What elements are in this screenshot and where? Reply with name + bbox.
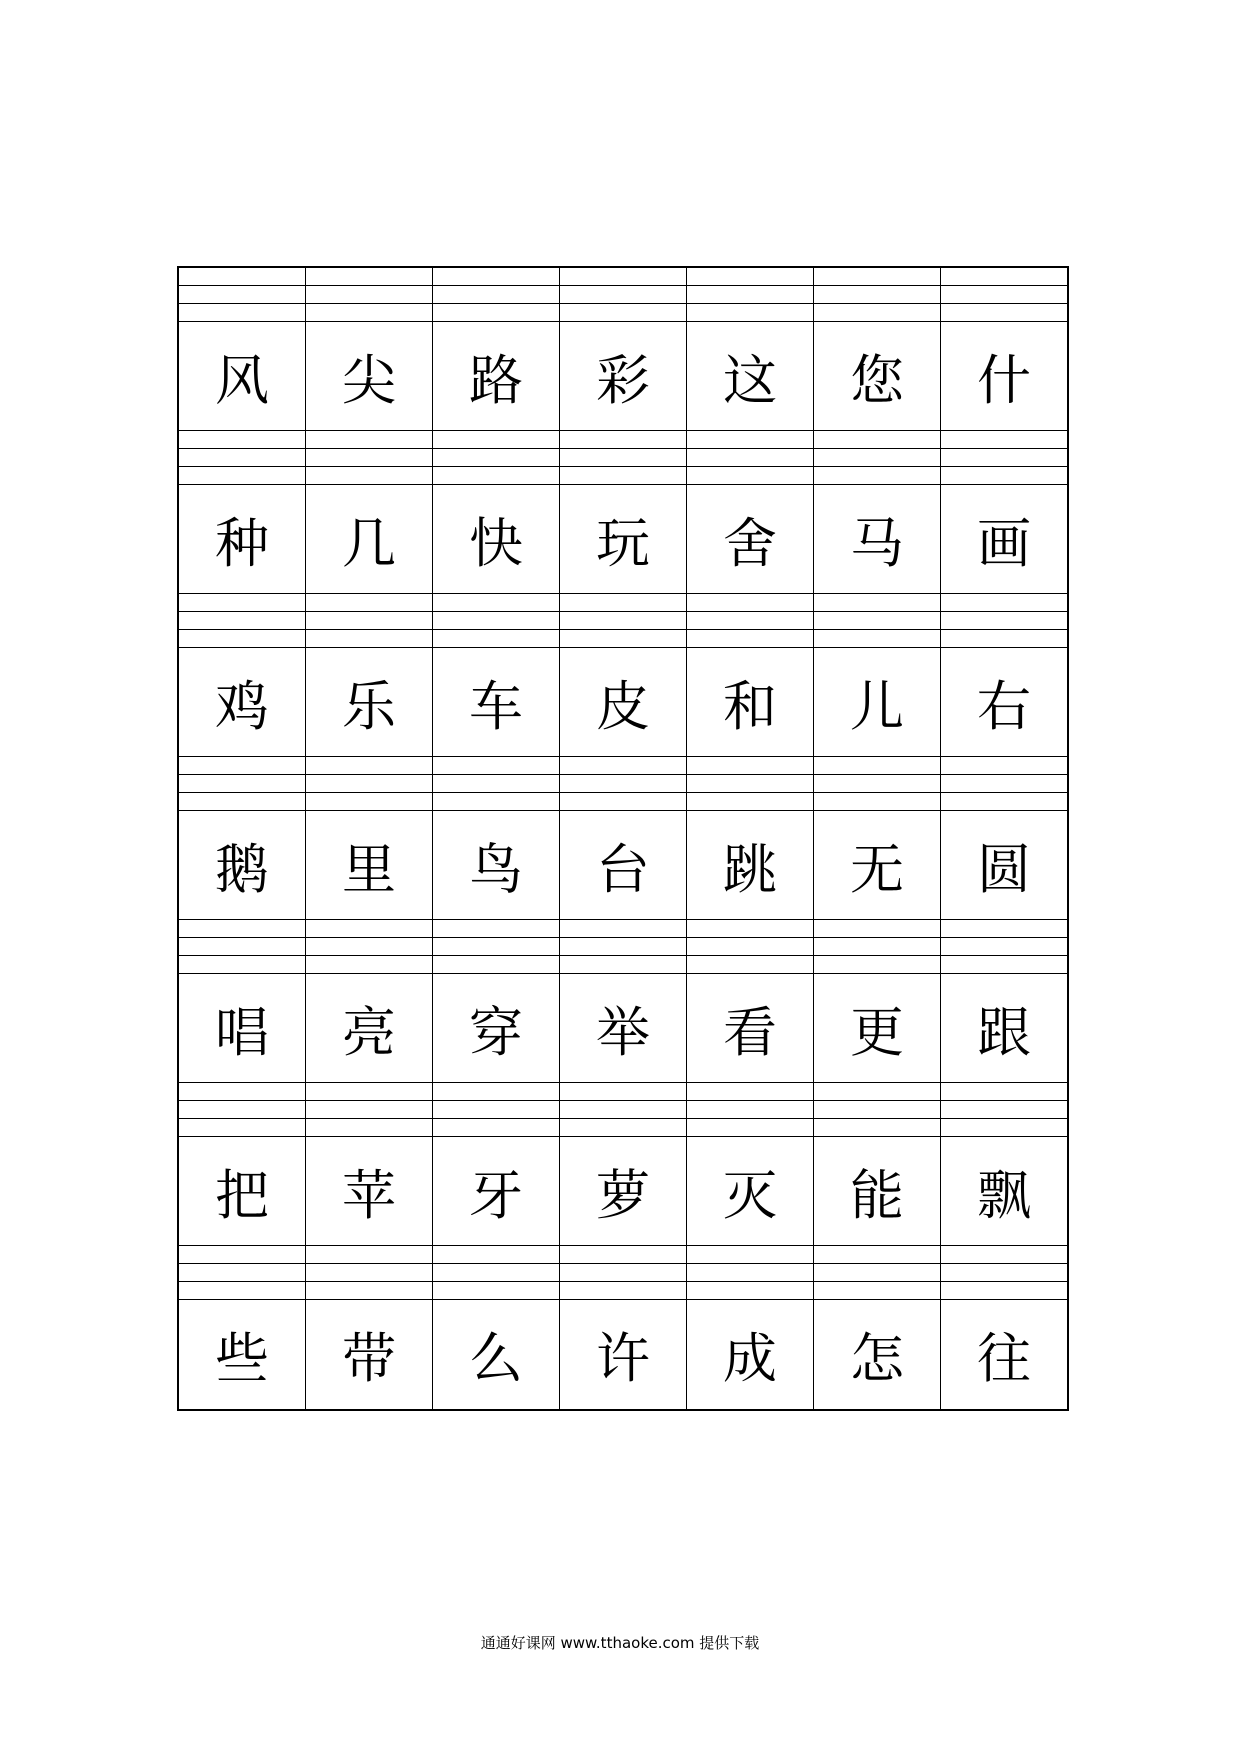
character-cell: 么	[433, 1300, 560, 1409]
character-cell: 乐	[306, 648, 433, 757]
pinyin-guide-line	[941, 612, 1067, 630]
pinyin-writing-cell	[814, 1083, 941, 1137]
pinyin-guide-line	[306, 920, 432, 938]
pinyin-guide-line	[941, 594, 1067, 612]
pinyin-guide-line	[814, 793, 940, 811]
character-cell: 马	[814, 485, 941, 594]
pinyin-guide-line	[941, 286, 1067, 304]
pinyin-guide-line	[941, 1101, 1067, 1119]
footer-credit: 通通好课网 www.tthaoke.com 提供下载	[480, 1634, 760, 1652]
pinyin-guide-line	[941, 268, 1067, 286]
grid-row-group	[179, 1083, 1067, 1246]
character-cell: 皮	[560, 648, 687, 757]
pinyin-writing-cell	[560, 268, 687, 322]
character-cell: 跳	[687, 811, 814, 920]
pinyin-writing-band	[179, 594, 1067, 648]
pinyin-guide-line	[687, 775, 813, 793]
pinyin-guide-line	[941, 938, 1067, 956]
pinyin-guide-line	[941, 449, 1067, 467]
pinyin-writing-cell	[306, 594, 433, 648]
character-cell: 画	[941, 485, 1067, 594]
pinyin-writing-cell	[306, 268, 433, 322]
character-cell: 唱	[179, 974, 306, 1083]
character-row	[179, 485, 1067, 594]
character-cell: 能	[814, 1137, 941, 1246]
pinyin-guide-line	[687, 1282, 813, 1300]
pinyin-writing-cell	[306, 431, 433, 485]
pinyin-guide-line	[306, 1246, 432, 1264]
pinyin-guide-line	[814, 1101, 940, 1119]
pinyin-writing-cell	[687, 268, 814, 322]
pinyin-guide-line	[814, 612, 940, 630]
pinyin-guide-line	[941, 956, 1067, 974]
pinyin-guide-line	[179, 1101, 305, 1119]
pinyin-writing-cell	[687, 1246, 814, 1300]
character-cell: 灭	[687, 1137, 814, 1246]
pinyin-guide-line	[179, 594, 305, 612]
pinyin-writing-cell	[560, 920, 687, 974]
pinyin-guide-line	[560, 1282, 686, 1300]
pinyin-writing-cell	[306, 757, 433, 811]
pinyin-writing-cell	[941, 431, 1067, 485]
pinyin-guide-line	[560, 431, 686, 449]
character-cell: 您	[814, 322, 941, 431]
character-row	[179, 974, 1067, 1083]
character-cell: 右	[941, 648, 1067, 757]
character-cell: 什	[941, 322, 1067, 431]
pinyin-writing-cell	[687, 594, 814, 648]
pinyin-guide-line	[560, 1083, 686, 1101]
pinyin-guide-line	[433, 449, 559, 467]
pinyin-guide-line	[433, 612, 559, 630]
pinyin-guide-line	[306, 612, 432, 630]
pinyin-guide-line	[179, 920, 305, 938]
pinyin-writing-cell	[179, 1246, 306, 1300]
pinyin-guide-line	[814, 431, 940, 449]
character-cell: 苹	[306, 1137, 433, 1246]
character-row	[179, 811, 1067, 920]
pinyin-writing-cell	[687, 920, 814, 974]
pinyin-guide-line	[941, 1264, 1067, 1282]
pinyin-guide-line	[306, 938, 432, 956]
pinyin-guide-line	[560, 304, 686, 322]
pinyin-writing-cell	[941, 1083, 1067, 1137]
pinyin-guide-line	[179, 757, 305, 775]
pinyin-writing-cell	[433, 268, 560, 322]
character-cell: 牙	[433, 1137, 560, 1246]
pinyin-guide-line	[687, 1264, 813, 1282]
pinyin-guide-line	[433, 775, 559, 793]
pinyin-writing-cell	[687, 757, 814, 811]
pinyin-guide-line	[687, 630, 813, 648]
character-cell: 飘	[941, 1137, 1067, 1246]
pinyin-guide-line	[179, 1264, 305, 1282]
character-cell: 带	[306, 1300, 433, 1409]
pinyin-guide-line	[814, 775, 940, 793]
grid-row-group	[179, 594, 1067, 757]
pinyin-guide-line	[560, 612, 686, 630]
character-cell: 鹅	[179, 811, 306, 920]
character-cell: 玩	[560, 485, 687, 594]
character-cell: 尖	[306, 322, 433, 431]
character-cell: 往	[977, 1327, 1031, 1390]
pinyin-guide-line	[687, 956, 813, 974]
pinyin-guide-line	[179, 938, 305, 956]
pinyin-guide-line	[179, 1282, 305, 1300]
pinyin-guide-line	[433, 268, 559, 286]
pinyin-guide-line	[179, 612, 305, 630]
pinyin-writing-cell	[179, 1083, 306, 1137]
pinyin-writing-cell	[814, 431, 941, 485]
character-cell: 台	[560, 811, 687, 920]
pinyin-guide-line	[179, 630, 305, 648]
grid-row-group	[179, 1246, 1067, 1409]
pinyin-guide-line	[941, 775, 1067, 793]
pinyin-guide-line	[306, 775, 432, 793]
pinyin-guide-line	[687, 612, 813, 630]
pinyin-writing-cell	[433, 757, 560, 811]
character-cell: 萝	[560, 1137, 687, 1246]
grid-row-group	[179, 431, 1067, 594]
pinyin-guide-line	[814, 286, 940, 304]
pinyin-writing-cell	[687, 1083, 814, 1137]
pinyin-guide-line	[306, 1119, 432, 1137]
pinyin-guide-line	[941, 1246, 1067, 1264]
pinyin-guide-line	[814, 1246, 940, 1264]
character-cell: 快	[433, 485, 560, 594]
pinyin-guide-line	[306, 594, 432, 612]
pinyin-guide-line	[941, 1282, 1067, 1300]
pinyin-guide-line	[814, 630, 940, 648]
pinyin-guide-line	[814, 757, 940, 775]
pinyin-guide-line	[814, 268, 940, 286]
character-cell: 些	[179, 1300, 306, 1409]
pinyin-guide-line	[433, 304, 559, 322]
pinyin-writing-cell	[814, 594, 941, 648]
pinyin-guide-line	[687, 594, 813, 612]
character-cell: 举	[560, 974, 687, 1083]
pinyin-writing-cell	[941, 268, 1067, 322]
pinyin-guide-line	[560, 449, 686, 467]
pinyin-guide-line	[687, 1246, 813, 1264]
pinyin-guide-line	[560, 956, 686, 974]
pinyin-writing-band	[179, 757, 1067, 811]
pinyin-guide-line	[687, 449, 813, 467]
pinyin-guide-line	[687, 304, 813, 322]
character-row	[179, 322, 1067, 431]
pinyin-guide-line	[560, 1101, 686, 1119]
pinyin-writing-cell	[560, 1083, 687, 1137]
pinyin-guide-line	[179, 431, 305, 449]
pinyin-guide-line	[814, 956, 940, 974]
character-cell: 把	[179, 1137, 306, 1246]
pinyin-guide-line	[687, 431, 813, 449]
pinyin-guide-line	[941, 304, 1067, 322]
pinyin-writing-cell	[814, 268, 941, 322]
pinyin-writing-cell	[433, 1083, 560, 1137]
pinyin-guide-line	[814, 938, 940, 956]
character-cell: 更	[814, 974, 941, 1083]
pinyin-guide-line	[560, 286, 686, 304]
pinyin-guide-line	[306, 268, 432, 286]
pinyin-guide-line	[306, 1101, 432, 1119]
pinyin-guide-line	[433, 1282, 559, 1300]
pinyin-guide-line	[687, 757, 813, 775]
character-cell: 路	[433, 322, 560, 431]
pinyin-guide-line	[433, 1083, 559, 1101]
character-cell: 风	[179, 322, 306, 431]
character-cell: 这	[687, 322, 814, 431]
pinyin-guide-line	[306, 1264, 432, 1282]
character-cell: 几	[306, 485, 433, 594]
pinyin-guide-line	[179, 1119, 305, 1137]
pinyin-guide-line	[560, 1264, 686, 1282]
pinyin-guide-line	[306, 630, 432, 648]
pinyin-writing-band	[179, 1246, 1067, 1300]
pinyin-writing-cell	[941, 594, 1067, 648]
character-cell: 儿	[814, 648, 941, 757]
character-cell: 车	[433, 648, 560, 757]
pinyin-guide-line	[814, 467, 940, 485]
character-cell: 许	[560, 1300, 687, 1409]
pinyin-writing-cell	[179, 757, 306, 811]
pinyin-writing-cell	[560, 431, 687, 485]
pinyin-guide-line	[687, 793, 813, 811]
pinyin-guide-line	[560, 938, 686, 956]
character-cell: 怎	[814, 1300, 941, 1409]
pinyin-guide-line	[560, 467, 686, 485]
pinyin-guide-line	[941, 431, 1067, 449]
pinyin-guide-line	[433, 757, 559, 775]
pinyin-guide-line	[433, 286, 559, 304]
pinyin-guide-line	[306, 793, 432, 811]
pinyin-guide-line	[560, 775, 686, 793]
pinyin-writing-cell	[560, 1246, 687, 1300]
pinyin-guide-line	[941, 793, 1067, 811]
pinyin-writing-cell	[306, 1246, 433, 1300]
pinyin-guide-line	[433, 1264, 559, 1282]
pinyin-writing-band	[179, 268, 1067, 322]
pinyin-guide-line	[941, 757, 1067, 775]
pinyin-guide-line	[814, 920, 940, 938]
pinyin-guide-line	[433, 467, 559, 485]
pinyin-guide-line	[179, 268, 305, 286]
pinyin-writing-band	[179, 920, 1067, 974]
pinyin-writing-cell	[179, 268, 306, 322]
pinyin-guide-line	[941, 630, 1067, 648]
pinyin-guide-line	[814, 1264, 940, 1282]
character-row	[179, 648, 1067, 757]
pinyin-guide-line	[306, 304, 432, 322]
pinyin-writing-band	[179, 1083, 1067, 1137]
character-cell: 穿	[433, 974, 560, 1083]
pinyin-writing-cell	[941, 1246, 1067, 1300]
character-row	[179, 1300, 1067, 1409]
pinyin-guide-line	[306, 757, 432, 775]
character-cell: 看	[687, 974, 814, 1083]
character-cell: 种	[179, 485, 306, 594]
pinyin-guide-line	[814, 1083, 940, 1101]
pinyin-guide-line	[306, 449, 432, 467]
character-practice-grid	[177, 266, 1069, 1411]
pinyin-guide-line	[560, 920, 686, 938]
character-cell: 彩	[560, 322, 687, 431]
grid-row-group	[179, 268, 1067, 431]
pinyin-guide-line	[433, 594, 559, 612]
pinyin-guide-line	[687, 938, 813, 956]
pinyin-guide-line	[814, 1282, 940, 1300]
pinyin-guide-line	[687, 1101, 813, 1119]
pinyin-writing-cell	[306, 920, 433, 974]
pinyin-guide-line	[306, 1083, 432, 1101]
character-cell: 圆	[941, 811, 1067, 920]
pinyin-guide-line	[179, 1246, 305, 1264]
pinyin-guide-line	[179, 286, 305, 304]
pinyin-guide-line	[560, 594, 686, 612]
pinyin-writing-cell	[433, 920, 560, 974]
pinyin-guide-line	[687, 286, 813, 304]
character-cell: 跟	[941, 974, 1067, 1083]
pinyin-guide-line	[433, 938, 559, 956]
pinyin-guide-line	[941, 1083, 1067, 1101]
pinyin-guide-line	[179, 793, 305, 811]
pinyin-guide-line	[179, 449, 305, 467]
pinyin-guide-line	[433, 793, 559, 811]
pinyin-guide-line	[306, 286, 432, 304]
pinyin-guide-line	[687, 1083, 813, 1101]
pinyin-guide-line	[814, 1119, 940, 1137]
pinyin-guide-line	[560, 793, 686, 811]
pinyin-guide-line	[941, 1119, 1067, 1137]
pinyin-guide-line	[433, 920, 559, 938]
character-cell: 无	[814, 811, 941, 920]
character-cell: 舍	[687, 485, 814, 594]
pinyin-guide-line	[687, 268, 813, 286]
grid-row-group	[179, 920, 1067, 1083]
pinyin-guide-line	[560, 1119, 686, 1137]
grid-row-group	[179, 757, 1067, 920]
pinyin-guide-line	[687, 920, 813, 938]
character-cell: 成	[687, 1300, 814, 1409]
pinyin-writing-cell	[687, 431, 814, 485]
pinyin-writing-cell	[814, 920, 941, 974]
pinyin-guide-line	[814, 594, 940, 612]
pinyin-guide-line	[814, 304, 940, 322]
pinyin-writing-cell	[433, 594, 560, 648]
pinyin-writing-cell	[941, 920, 1067, 974]
pinyin-guide-line	[433, 1246, 559, 1264]
pinyin-writing-cell	[433, 431, 560, 485]
pinyin-guide-line	[941, 920, 1067, 938]
character-cell: 鸡	[179, 648, 306, 757]
pinyin-writing-cell	[941, 757, 1067, 811]
pinyin-writing-cell	[179, 594, 306, 648]
pinyin-guide-line	[433, 630, 559, 648]
character-cell: 里	[306, 811, 433, 920]
character-cell: 和	[687, 648, 814, 757]
pinyin-guide-line	[433, 1101, 559, 1119]
pinyin-writing-cell	[179, 431, 306, 485]
character-cell: 亮	[306, 974, 433, 1083]
pinyin-writing-cell	[306, 1083, 433, 1137]
pinyin-guide-line	[560, 268, 686, 286]
pinyin-guide-line	[179, 775, 305, 793]
pinyin-writing-cell	[560, 594, 687, 648]
pinyin-guide-line	[433, 956, 559, 974]
pinyin-guide-line	[560, 630, 686, 648]
pinyin-writing-band	[179, 431, 1067, 485]
pinyin-guide-line	[179, 956, 305, 974]
pinyin-writing-cell	[433, 1246, 560, 1300]
pinyin-guide-line	[814, 449, 940, 467]
pinyin-guide-line	[560, 757, 686, 775]
character-cell: 鸟	[433, 811, 560, 920]
pinyin-guide-line	[306, 431, 432, 449]
pinyin-writing-cell	[560, 757, 687, 811]
pinyin-guide-line	[433, 431, 559, 449]
character-row	[179, 1137, 1067, 1246]
pinyin-guide-line	[179, 304, 305, 322]
pinyin-guide-line	[560, 1246, 686, 1264]
pinyin-guide-line	[687, 1119, 813, 1137]
pinyin-guide-line	[433, 1119, 559, 1137]
pinyin-guide-line	[687, 467, 813, 485]
pinyin-writing-cell	[814, 1246, 941, 1300]
pinyin-guide-line	[306, 1282, 432, 1300]
pinyin-guide-line	[306, 956, 432, 974]
pinyin-guide-line	[306, 467, 432, 485]
pinyin-guide-line	[941, 467, 1067, 485]
pinyin-writing-cell	[179, 920, 306, 974]
pinyin-writing-cell	[814, 757, 941, 811]
pinyin-guide-line	[179, 467, 305, 485]
pinyin-guide-line	[179, 1083, 305, 1101]
